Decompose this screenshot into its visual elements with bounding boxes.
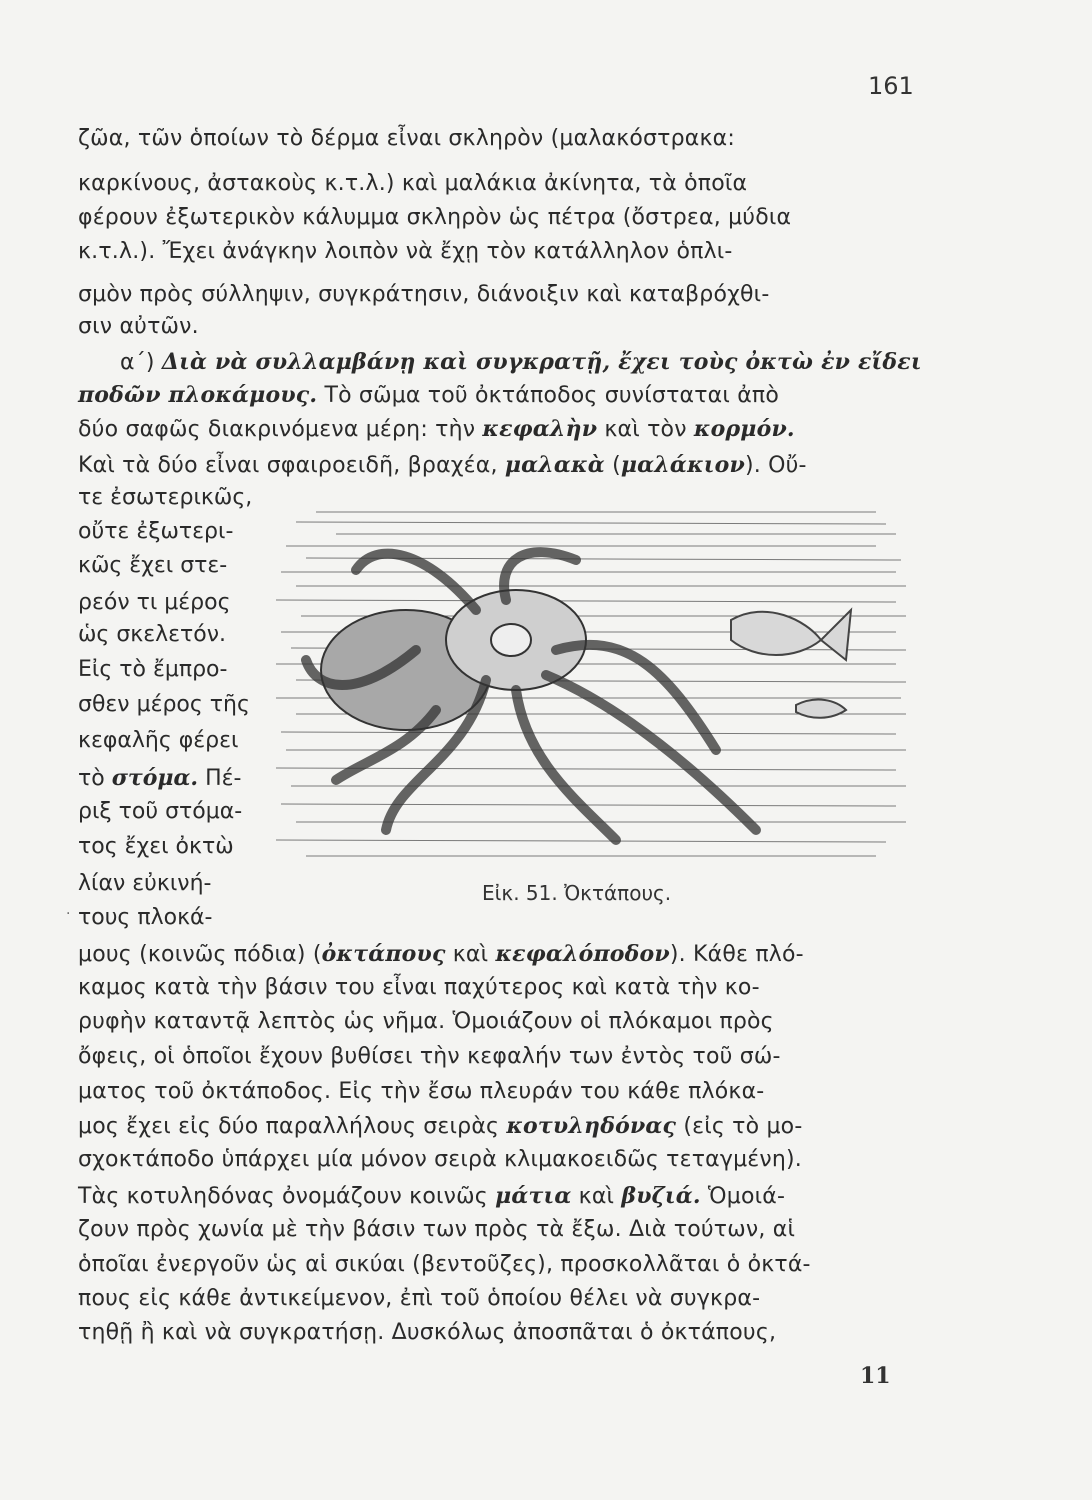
text-line: καρκίνους, ἀστακοὺς κ.τ.λ.) καὶ μαλάκια ἀκίνητα, τὰ ὁποῖα xyxy=(78,171,748,196)
margin-bullet: · xyxy=(66,906,71,922)
text-line: κ.τ.λ.). Ἔχει ἀνάγκην λοιπὸν νὰ ἔχῃ τὸν κατάλληλον ὁπλι- xyxy=(78,239,733,264)
text-line: ρυφὴν καταντᾷ λεπτὸς ὡς νῆμα. Ὁμοιάζουν οἱ πλόκαμοι πρὸς xyxy=(78,1009,774,1034)
text-line: τηθῇ ἢ καὶ νὰ συγκρατήσῃ. Δυσκόλως ἀποσπᾶται ὁ ὀκτάπους, xyxy=(78,1320,777,1345)
emphasis: μάτια xyxy=(495,1183,572,1209)
text-run: δύο σαφῶς διακρινόμενα μέρη: τὴν xyxy=(78,417,483,442)
emphasis: μαλάκιον xyxy=(620,452,745,478)
narrow-line: τος ἔχει ὀκτὼ xyxy=(78,834,234,859)
emphasis: κοτυληδόνας xyxy=(506,1113,677,1139)
narrow-line: λίαν εὐκινή- xyxy=(78,871,212,896)
emphasis: κεφαλὴν xyxy=(482,416,598,442)
text-run: μος ἔχει εἰς δύο παραλλήλους σειρὰς xyxy=(78,1114,507,1139)
narrow-line xyxy=(78,763,274,794)
text-line: σμὸν πρὸς σύλληψιν, συγκράτησιν, διάνοιξιν καὶ καταβρόχθι- xyxy=(78,282,770,307)
emphasis: ὀκτάπους xyxy=(321,941,446,967)
narrow-line: τους πλοκά- xyxy=(78,905,213,930)
text-run: Τὸ σῶμα τοῦ ὀκτάποδος συνίσταται ἀπὸ xyxy=(317,383,780,408)
text-line: καμος κατὰ τὴν βάσιν του εἶναι παχύτερος καὶ κατὰ τὴν κο- xyxy=(78,975,760,1000)
text-run: (εἰς τὸ μο- xyxy=(676,1114,803,1139)
text-run: Τὰς κοτυληδόνας ὀνομάζουν κοινῶς xyxy=(78,1184,496,1209)
text-run: τὸ xyxy=(78,766,112,791)
text-line xyxy=(78,450,920,481)
text-run: Πέ- xyxy=(198,766,242,791)
text-line: ζῶα, τῶν ὁποίων τὸ δέρμα εἶναι σκληρὸν (μαλακόστρακα: xyxy=(78,126,735,151)
signature-number: 11 xyxy=(860,1363,891,1389)
text-line xyxy=(78,414,920,445)
paragraph-letter: α΄) xyxy=(120,350,162,375)
text-run: ). Κάθε πλό- xyxy=(669,942,804,967)
text-run: καὶ τὸν xyxy=(597,417,694,442)
octopus-illustration xyxy=(276,500,912,876)
narrow-line: Εἰς τὸ ἔμπρο- xyxy=(78,657,228,682)
emphasis: Διὰ νὰ συλλαμβάνῃ καὶ συγκρατῇ, ἔχει τοὺς ὀκτὼ ἐν εἴδει xyxy=(161,349,922,375)
text-run: μους (κοινῶς πόδια) ( xyxy=(78,942,322,967)
narrow-line: ριξ τοῦ στόμα- xyxy=(78,799,243,824)
text-run: Καὶ τὰ δύο εἶναι σφαιροειδῆ, βραχέα, xyxy=(78,453,505,478)
paragraph-a-heading xyxy=(120,347,920,378)
emphasis: βυζιά. xyxy=(621,1183,701,1209)
narrow-line: σθεν μέρος τῆς xyxy=(78,692,250,717)
text-run: Ὁμοιά- xyxy=(700,1184,786,1209)
text-run: ). Οὔ- xyxy=(744,453,807,478)
emphasis: ποδῶν πλοκάμους. xyxy=(78,382,318,408)
emphasis: κορμόν. xyxy=(693,416,795,442)
text-line: φέρουν ἐξωτερικὸν κάλυμμα σκληρὸν ὡς πέτρα (ὄστρεα, μύδια xyxy=(78,205,792,230)
narrow-line: τε ἐσωτερικῶς, xyxy=(78,485,253,510)
narrow-line: οὔτε ἐξωτερι- xyxy=(78,519,234,544)
emphasis: στόμα. xyxy=(111,765,199,791)
text-line xyxy=(78,1181,920,1212)
text-line: σχοκτάποδο ὑπάρχει μία μόνον σειρὰ κλιμακοειδῶς τεταγμένη). xyxy=(78,1147,802,1172)
text-line xyxy=(78,380,920,411)
text-line: ζουν πρὸς χωνία μὲ τὴν βάσιν των πρὸς τὰ ἔξω. Διὰ τούτων, αἱ xyxy=(78,1217,796,1242)
narrow-line: ρεόν τι μέρος xyxy=(78,590,231,615)
narrow-line: κεφαλῆς φέρει xyxy=(78,728,239,753)
text-run: ( xyxy=(604,453,621,478)
text-line xyxy=(78,1111,920,1142)
narrow-line: ὡς σκελετόν. xyxy=(78,622,227,647)
page-number: 161 xyxy=(868,72,914,100)
text-line: σιν αὐτῶν. xyxy=(78,314,199,339)
text-line: ὄφεις, οἱ ὁποῖοι ἔχουν βυθίσει τὴν κεφαλήν των ἐντὸς τοῦ σώ- xyxy=(78,1044,781,1069)
text-line: ὁποῖαι ἐνεργοῦν ὡς αἱ σικύαι (βεντοῦζες), προσκολλᾶται ὁ ὀκτά- xyxy=(78,1252,811,1277)
text-line: πους εἰς κάθε ἀντικείμενον, ἐπὶ τοῦ ὁποίου θέλει νὰ συγκρα- xyxy=(78,1286,761,1311)
text-line: ματος τοῦ ὀκτάποδος. Εἰς τὴν ἔσω πλευράν του κάθε πλόκα- xyxy=(78,1079,765,1104)
emphasis: μαλακὰ xyxy=(504,452,605,478)
narrow-line: κῶς ἔχει στε- xyxy=(78,553,228,578)
octopus-body xyxy=(321,590,586,730)
text-run: καὶ xyxy=(445,942,496,967)
figure-caption: Εἰκ. 51. Ὀκτάπους. xyxy=(482,881,672,905)
text-line xyxy=(78,939,920,970)
text-run: καὶ xyxy=(571,1184,622,1209)
octopus-engraving xyxy=(276,500,912,876)
emphasis: κεφαλόποδον xyxy=(495,941,670,967)
